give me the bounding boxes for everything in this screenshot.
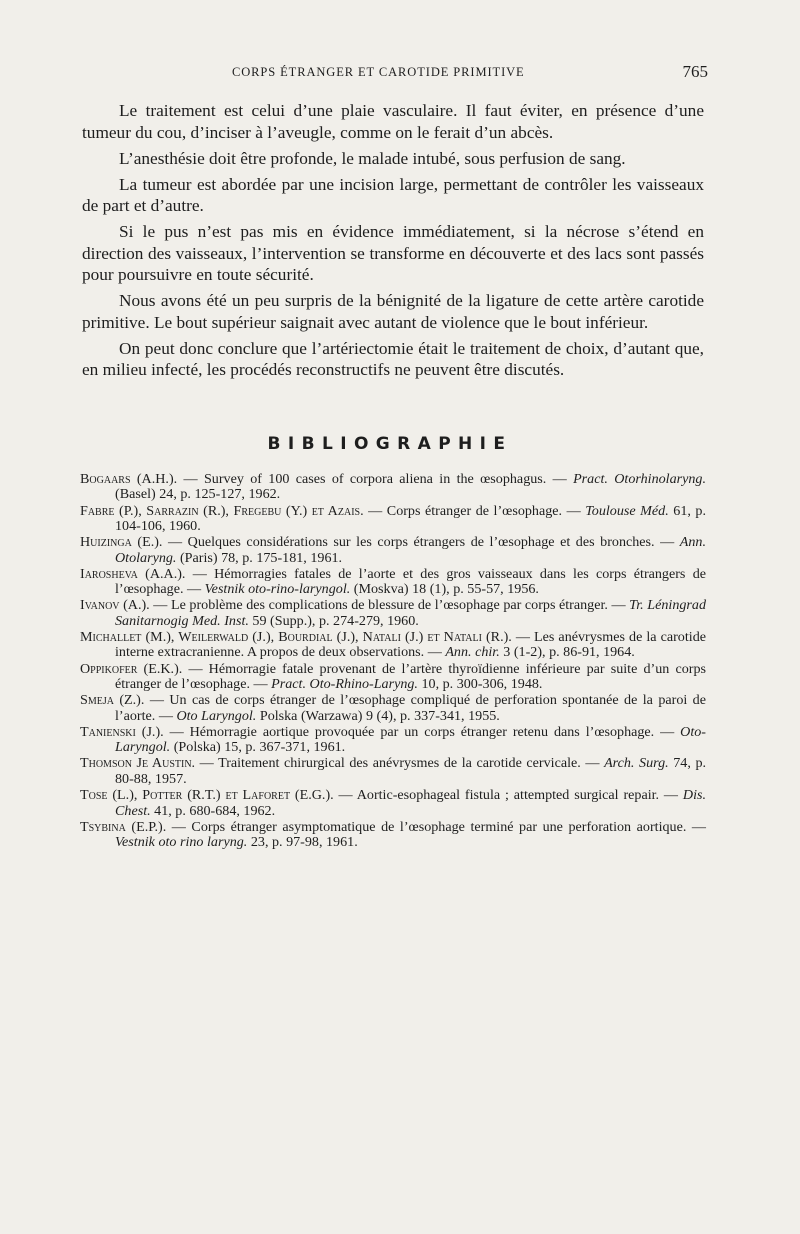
reference-text: — Survey of 100 cases of corpora aliena in the œsophagus. — — [177, 471, 574, 487]
paragraph: Le traitement est celui d’une plaie vasculaire. Il faut éviter, en présence d’une tumeur du cou, d’inciser à l’aveugle, comme on le ferait d’un abcès. — [82, 101, 704, 142]
reference-details: (Basel) 24, p. 125-127, 1962. — [115, 486, 281, 503]
reference-text: — Un cas de corps étranger de l’œsophage compliqué de perforation spontanée de la paroi de l’aorte. — — [115, 692, 706, 724]
reference-authors: Tsybina (E.P.). — [80, 818, 167, 835]
reference-journal: Arch. Surg. — [604, 755, 669, 772]
reference-details: Polska (Warzawa) 9 (4), p. 337-341, 1955. — [256, 707, 500, 724]
reference-authors: Smeja (Z.). — [80, 692, 145, 709]
reference-entry — [80, 788, 706, 819]
reference-entry — [80, 820, 706, 851]
reference-journal: Pract. Otorhinolaryng. — [573, 471, 706, 487]
reference-entry — [80, 504, 706, 535]
reference-authors: Bogaars (A.H.). — [80, 471, 178, 487]
reference-authors: Oppikofer (E.K.). — [80, 660, 183, 677]
reference-journal: Tr. Léningrad Sanitarnogig Med. Inst. — [115, 597, 706, 629]
reference-text: — Les anévrysmes de la carotide interne extracranienne. A propos de deux observations. — — [115, 629, 706, 661]
reference-entry — [80, 662, 706, 693]
reference-journal: Oto Laryngol. — [176, 707, 257, 724]
reference-text: — Hémorragies fatales de l’aorte et des gros vaisseaux dans les corps étrangers de l’œsophage. — — [115, 565, 706, 598]
paragraph: La tumeur est abordée par une incision large, permettant de contrôler les vaisseaux de part et d’autre. — [82, 174, 704, 215]
reference-text: — Le problème des complications de blessure de l’œsophage par corps étranger. — — [149, 597, 630, 614]
reference-text: — Corps étranger de l’œsophage. — — [363, 502, 586, 519]
body-text — [82, 100, 704, 385]
reference-journal: Ann. chir. — [445, 644, 500, 661]
running-title: CORPS ÉTRANGER ET CAROTIDE PRIMITIVE — [232, 65, 525, 79]
bibliography-list — [80, 472, 706, 851]
reference-text: — Traitement chirurgical des anévrysmes de la carotide cervicale. — — [195, 755, 605, 772]
reference-authors: Fabre (P.), Sarrazin (R.), Fregebu (Y.) et Azais. — [80, 502, 364, 519]
reference-text: — Hémorragie fatale provenant de l’artère thyroïdienne inférieure par suite d’un corps étranger de l’œsophage. — — [115, 660, 706, 693]
page-number: 765 — [682, 62, 708, 81]
paragraph: On peut donc conclure que l’artériectomie était le traitement de choix, d’autant que, en milieu infecté, les procédés reconstructifs ne peuvent être discutés. — [82, 338, 704, 379]
reference-journal: Vestnik oto-rino-laryngol. — [204, 581, 351, 598]
reference-entry — [80, 598, 706, 629]
reference-text: — Hémorragie aortique provoquée par un corps étranger retenu dans l’œsophage. — — [163, 723, 681, 740]
paragraph: Si le pus n’est pas mis en évidence immédiatement, si la nécrose s’étend en direction des vaisseaux, l’intervention se transforme en découverte et des lacs sont passés pour poursuivre en toute sécurité. — [82, 222, 704, 284]
reference-details: 61, p. 104-106, 1960. — [115, 502, 707, 535]
reference-entry — [80, 630, 706, 661]
paragraph: L’anesthésie doit être profonde, le malade intubé, sous perfusion de sang. — [119, 148, 626, 168]
reference-entry — [80, 535, 706, 566]
reference-journal: Oto-Laryngol. — [115, 723, 706, 756]
reference-entry — [80, 472, 706, 503]
reference-details: (Paris) 78, p. 175-181, 1961. — [176, 549, 343, 566]
reference-details: (Polska) 15, p. 367-371, 1961. — [170, 739, 346, 756]
reference-details: 74, p. 80-88, 1957. — [115, 755, 707, 787]
reference-authors: Michallet (M.), Weilerwald (J.), Bourdial (J.), Natali (J.) et Natali (R.). — [80, 629, 512, 646]
reference-entry — [80, 756, 706, 787]
reference-details: (Moskva) 18 (1), p. 55-57, 1956. — [350, 581, 539, 598]
reference-journal: Pract. Oto-Rhino-Laryng. — [271, 676, 418, 693]
reference-authors: Tose (L.), Potter (R.T.) et Laforet (E.G.). — [80, 787, 334, 804]
reference-authors: Tanienski (J.). — [80, 723, 164, 740]
reference-details: 10, p. 300-306, 1948. — [417, 676, 543, 693]
reference-authors: Ivanov (A.). — [80, 597, 150, 614]
reference-details: 59 (Supp.), p. 274-279, 1960. — [248, 612, 419, 629]
reference-journal: Ann. Otolaryng. — [115, 534, 706, 566]
bibliography-heading: BIBLIOGRAPHIE — [267, 434, 513, 454]
reference-text: — Corps étranger asymptomatique de l’œsophage terminé par une perforation aortique. — — [166, 818, 706, 835]
reference-entry — [80, 567, 706, 598]
reference-text: — Aortic-esophageal fistula ; attempted surgical repair. — — [333, 787, 683, 804]
reference-authors: Huizinga (E.). — [80, 534, 163, 551]
reference-details: 3 (1-2), p. 86-91, 1964. — [499, 644, 635, 661]
running-header — [82, 62, 708, 84]
reference-details: 23, p. 97-98, 1961. — [247, 834, 358, 851]
reference-details: 41, p. 680-684, 1962. — [150, 802, 276, 819]
reference-authors: Iarosheva (A.A.). — [80, 565, 186, 582]
reference-entry — [80, 693, 706, 724]
reference-text: — Quelques considérations sur les corps étrangers de l’œsophage et des bronches. — — [162, 534, 680, 551]
reference-journal: Dis. Chest. — [115, 787, 706, 819]
reference-journal: Toulouse Méd. — [585, 502, 669, 519]
paragraph: Nous avons été un peu surpris de la bénignité de la ligature de cette artère carotide primitive. Le bout supérieur saignait avec autant de violence que le bout inférieur. — [82, 291, 704, 332]
reference-entry — [80, 725, 706, 756]
reference-authors: Thomson Je Austin. — [80, 755, 196, 772]
reference-journal: Vestnik oto rino laryng. — [115, 834, 248, 851]
